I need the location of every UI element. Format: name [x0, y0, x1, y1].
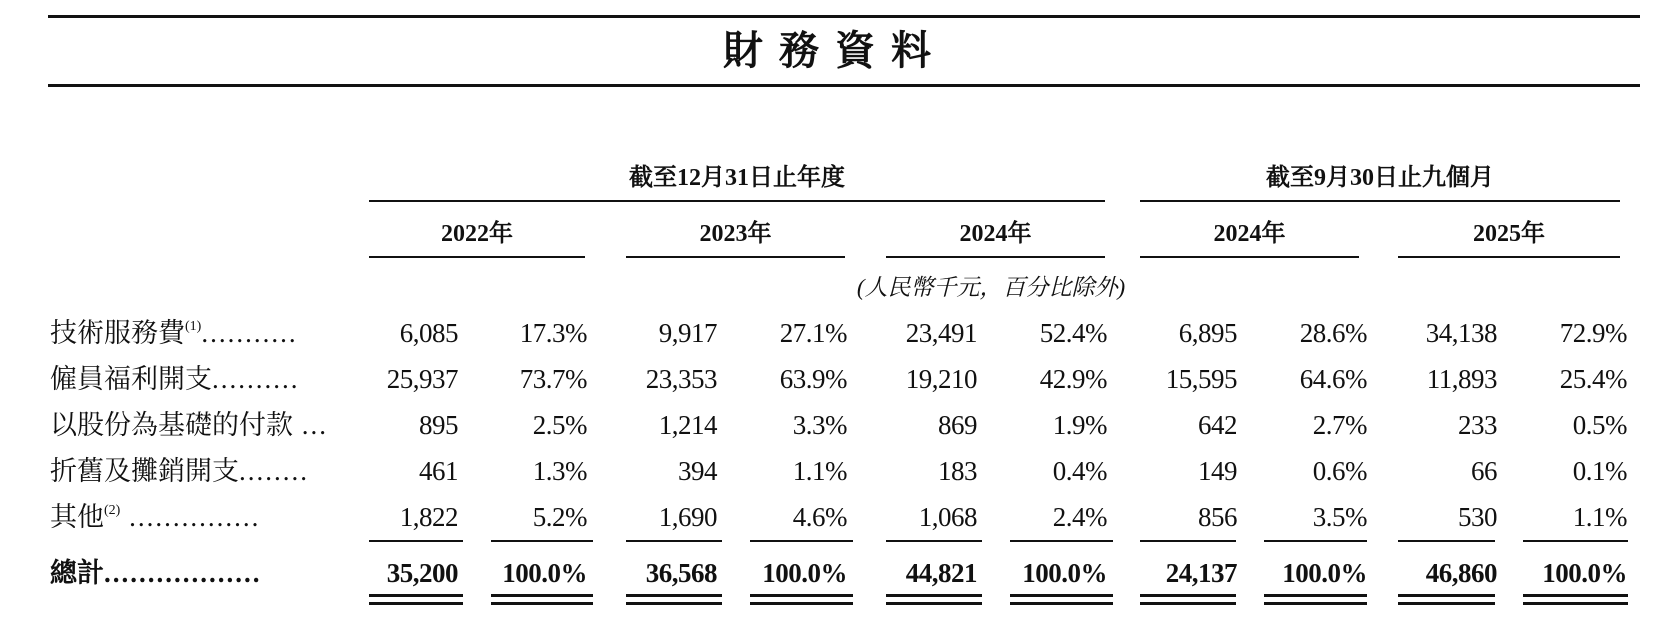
- total-double-rule: [1523, 602, 1628, 605]
- table-cell: 530: [1458, 502, 1497, 532]
- total-cell: 100.0%: [1542, 558, 1627, 588]
- total-double-rule: [886, 594, 982, 597]
- subtotal-rule: [1398, 540, 1495, 542]
- total-double-rule: [1398, 594, 1495, 597]
- subtotal-rule: [886, 540, 982, 542]
- table-cell: 1.3%: [532, 456, 587, 486]
- total-double-rule: [1398, 602, 1495, 605]
- table-cell: 233: [1458, 410, 1497, 440]
- row-label: [50, 362, 350, 396]
- table-cell: 1.1%: [1572, 502, 1627, 532]
- total-cell: 100.0%: [502, 558, 587, 588]
- table-cell: 6,895: [1178, 318, 1237, 348]
- table-cell: 3.3%: [792, 410, 847, 440]
- total-double-rule: [626, 602, 722, 605]
- total-double-rule: [1523, 594, 1628, 597]
- top-rule: [48, 15, 1640, 18]
- table-cell: 23,491: [905, 318, 977, 348]
- label-text: 總計: [50, 558, 104, 588]
- table-cell: 25.4%: [1559, 364, 1627, 394]
- table-cell: 73.7%: [519, 364, 587, 394]
- total-cell: 24,137: [1165, 558, 1237, 588]
- total-double-rule: [1010, 594, 1113, 597]
- table-cell: 1.9%: [1052, 410, 1107, 440]
- label-text: 僱員福利開支: [50, 364, 212, 394]
- total-cell: 46,860: [1425, 558, 1497, 588]
- table-cell: 4.6%: [792, 502, 847, 532]
- total-double-rule: [1264, 594, 1367, 597]
- table-cell: 2.5%: [532, 410, 587, 440]
- table-cell: 2.7%: [1312, 410, 1367, 440]
- label-text: 以股份為基礎的付款: [50, 410, 293, 440]
- total-cell: 44,821: [905, 558, 977, 588]
- table-cell: 42.9%: [1039, 364, 1107, 394]
- table-cell: 642: [1198, 410, 1237, 440]
- subtotal-rule: [750, 540, 853, 542]
- table-cell: 1,068: [918, 502, 977, 532]
- leader-dots: ..................: [104, 558, 262, 588]
- row-label: [50, 500, 350, 534]
- year-rule-2024-fy: [886, 256, 1105, 258]
- year-header-2025: 2025年: [1473, 221, 1545, 247]
- year-header-2024-9m: 2024年: [1213, 221, 1286, 247]
- label-text: 其他: [50, 502, 104, 532]
- total-double-rule: [491, 602, 593, 605]
- table-cell: 1,214: [658, 410, 717, 440]
- table-cell: 856: [1198, 502, 1237, 532]
- table-cell: 64.6%: [1299, 364, 1367, 394]
- leader-dots: ...............: [120, 502, 261, 532]
- table-cell: 17.3%: [519, 318, 587, 348]
- table-cell: 6,085: [399, 318, 458, 348]
- table-cell: 869: [938, 410, 977, 440]
- total-label: [50, 556, 350, 590]
- row-label: [50, 316, 350, 350]
- label-text: 技術服務費: [50, 318, 185, 348]
- table-cell: 52.4%: [1039, 318, 1107, 348]
- table-cell: 25,937: [386, 364, 458, 394]
- subtotal-rule: [1010, 540, 1113, 542]
- row-label: [50, 408, 350, 442]
- table-cell: 19,210: [905, 364, 977, 394]
- table-cell: 1,690: [658, 502, 717, 532]
- total-double-rule: [626, 594, 722, 597]
- page-title: 財務資料: [723, 28, 947, 73]
- total-cell: 35,200: [386, 558, 458, 588]
- total-double-rule: [1010, 602, 1113, 605]
- total-double-rule: [886, 602, 982, 605]
- total-double-rule: [369, 594, 463, 597]
- leader-dots: ........: [239, 456, 309, 486]
- table-cell: 461: [419, 456, 458, 486]
- year-header-2024-fy: 2024年: [959, 221, 1032, 247]
- total-double-rule: [1140, 602, 1236, 605]
- table-cell: 0.1%: [1572, 456, 1627, 486]
- subtotal-rule: [1140, 540, 1236, 542]
- total-cell: 36,568: [645, 558, 717, 588]
- row-label: [50, 454, 350, 488]
- table-cell: 23,353: [645, 364, 717, 394]
- total-double-rule: [750, 602, 853, 605]
- group-rule-fy: [369, 200, 1105, 202]
- table-cell: 0.6%: [1312, 456, 1367, 486]
- total-double-rule: [1140, 594, 1236, 597]
- year-rule-2025: [1398, 256, 1620, 258]
- total-double-rule: [491, 594, 593, 597]
- table-cell: 1.1%: [792, 456, 847, 486]
- label-text: 折舊及攤銷開支: [50, 456, 239, 486]
- table-cell: 34,138: [1425, 318, 1497, 348]
- year-rule-2024-9m: [1140, 256, 1359, 258]
- table-cell: 28.6%: [1299, 318, 1367, 348]
- group-header-nine-months: 截至9月30日止九個月: [1266, 165, 1494, 191]
- title-bottom-rule: [48, 84, 1640, 87]
- total-cell: 100.0%: [762, 558, 847, 588]
- total-double-rule: [750, 594, 853, 597]
- table-cell: 3.5%: [1312, 502, 1367, 532]
- total-cell: 100.0%: [1282, 558, 1367, 588]
- leader-dots: ...........: [201, 318, 298, 348]
- total-double-rule: [1264, 602, 1367, 605]
- year-header-2022: 2022年: [441, 221, 513, 247]
- subtotal-rule: [369, 540, 463, 542]
- table-cell: 9,917: [658, 318, 717, 348]
- total-cell: 100.0%: [1022, 558, 1107, 588]
- footnote-marker: (1): [185, 319, 202, 334]
- subtotal-rule: [1264, 540, 1367, 542]
- year-rule-2022: [369, 256, 585, 258]
- table-cell: 66: [1471, 456, 1497, 486]
- table-cell: 15,595: [1165, 364, 1237, 394]
- subtotal-rule: [491, 540, 593, 542]
- table-cell: 11,893: [1426, 364, 1497, 394]
- leader-dots: ..........: [212, 364, 300, 394]
- table-cell: 63.9%: [779, 364, 847, 394]
- table-cell: 183: [938, 456, 977, 486]
- table-cell: 895: [419, 410, 458, 440]
- subtotal-rule: [626, 540, 722, 542]
- table-cell: 149: [1198, 456, 1237, 486]
- table-cell: 394: [678, 456, 717, 486]
- year-rule-2023: [626, 256, 845, 258]
- group-rule-nine-months: [1140, 200, 1620, 202]
- total-double-rule: [369, 602, 463, 605]
- subtotal-rule: [1523, 540, 1628, 542]
- year-header-2023: 2023年: [699, 221, 772, 247]
- table-cell: 72.9%: [1559, 318, 1627, 348]
- footnote-marker: (2): [104, 503, 121, 518]
- group-header-fy: 截至12月31日止年度: [629, 165, 845, 191]
- table-cell: 1,822: [399, 502, 458, 532]
- leader-dots: ...: [293, 410, 328, 440]
- table-cell: 2.4%: [1052, 502, 1107, 532]
- unit-note: (人民幣千元，百分比除外): [856, 275, 1126, 300]
- table-cell: 0.4%: [1052, 456, 1107, 486]
- table-cell: 5.2%: [532, 502, 587, 532]
- table-cell: 0.5%: [1572, 410, 1627, 440]
- table-cell: 27.1%: [779, 318, 847, 348]
